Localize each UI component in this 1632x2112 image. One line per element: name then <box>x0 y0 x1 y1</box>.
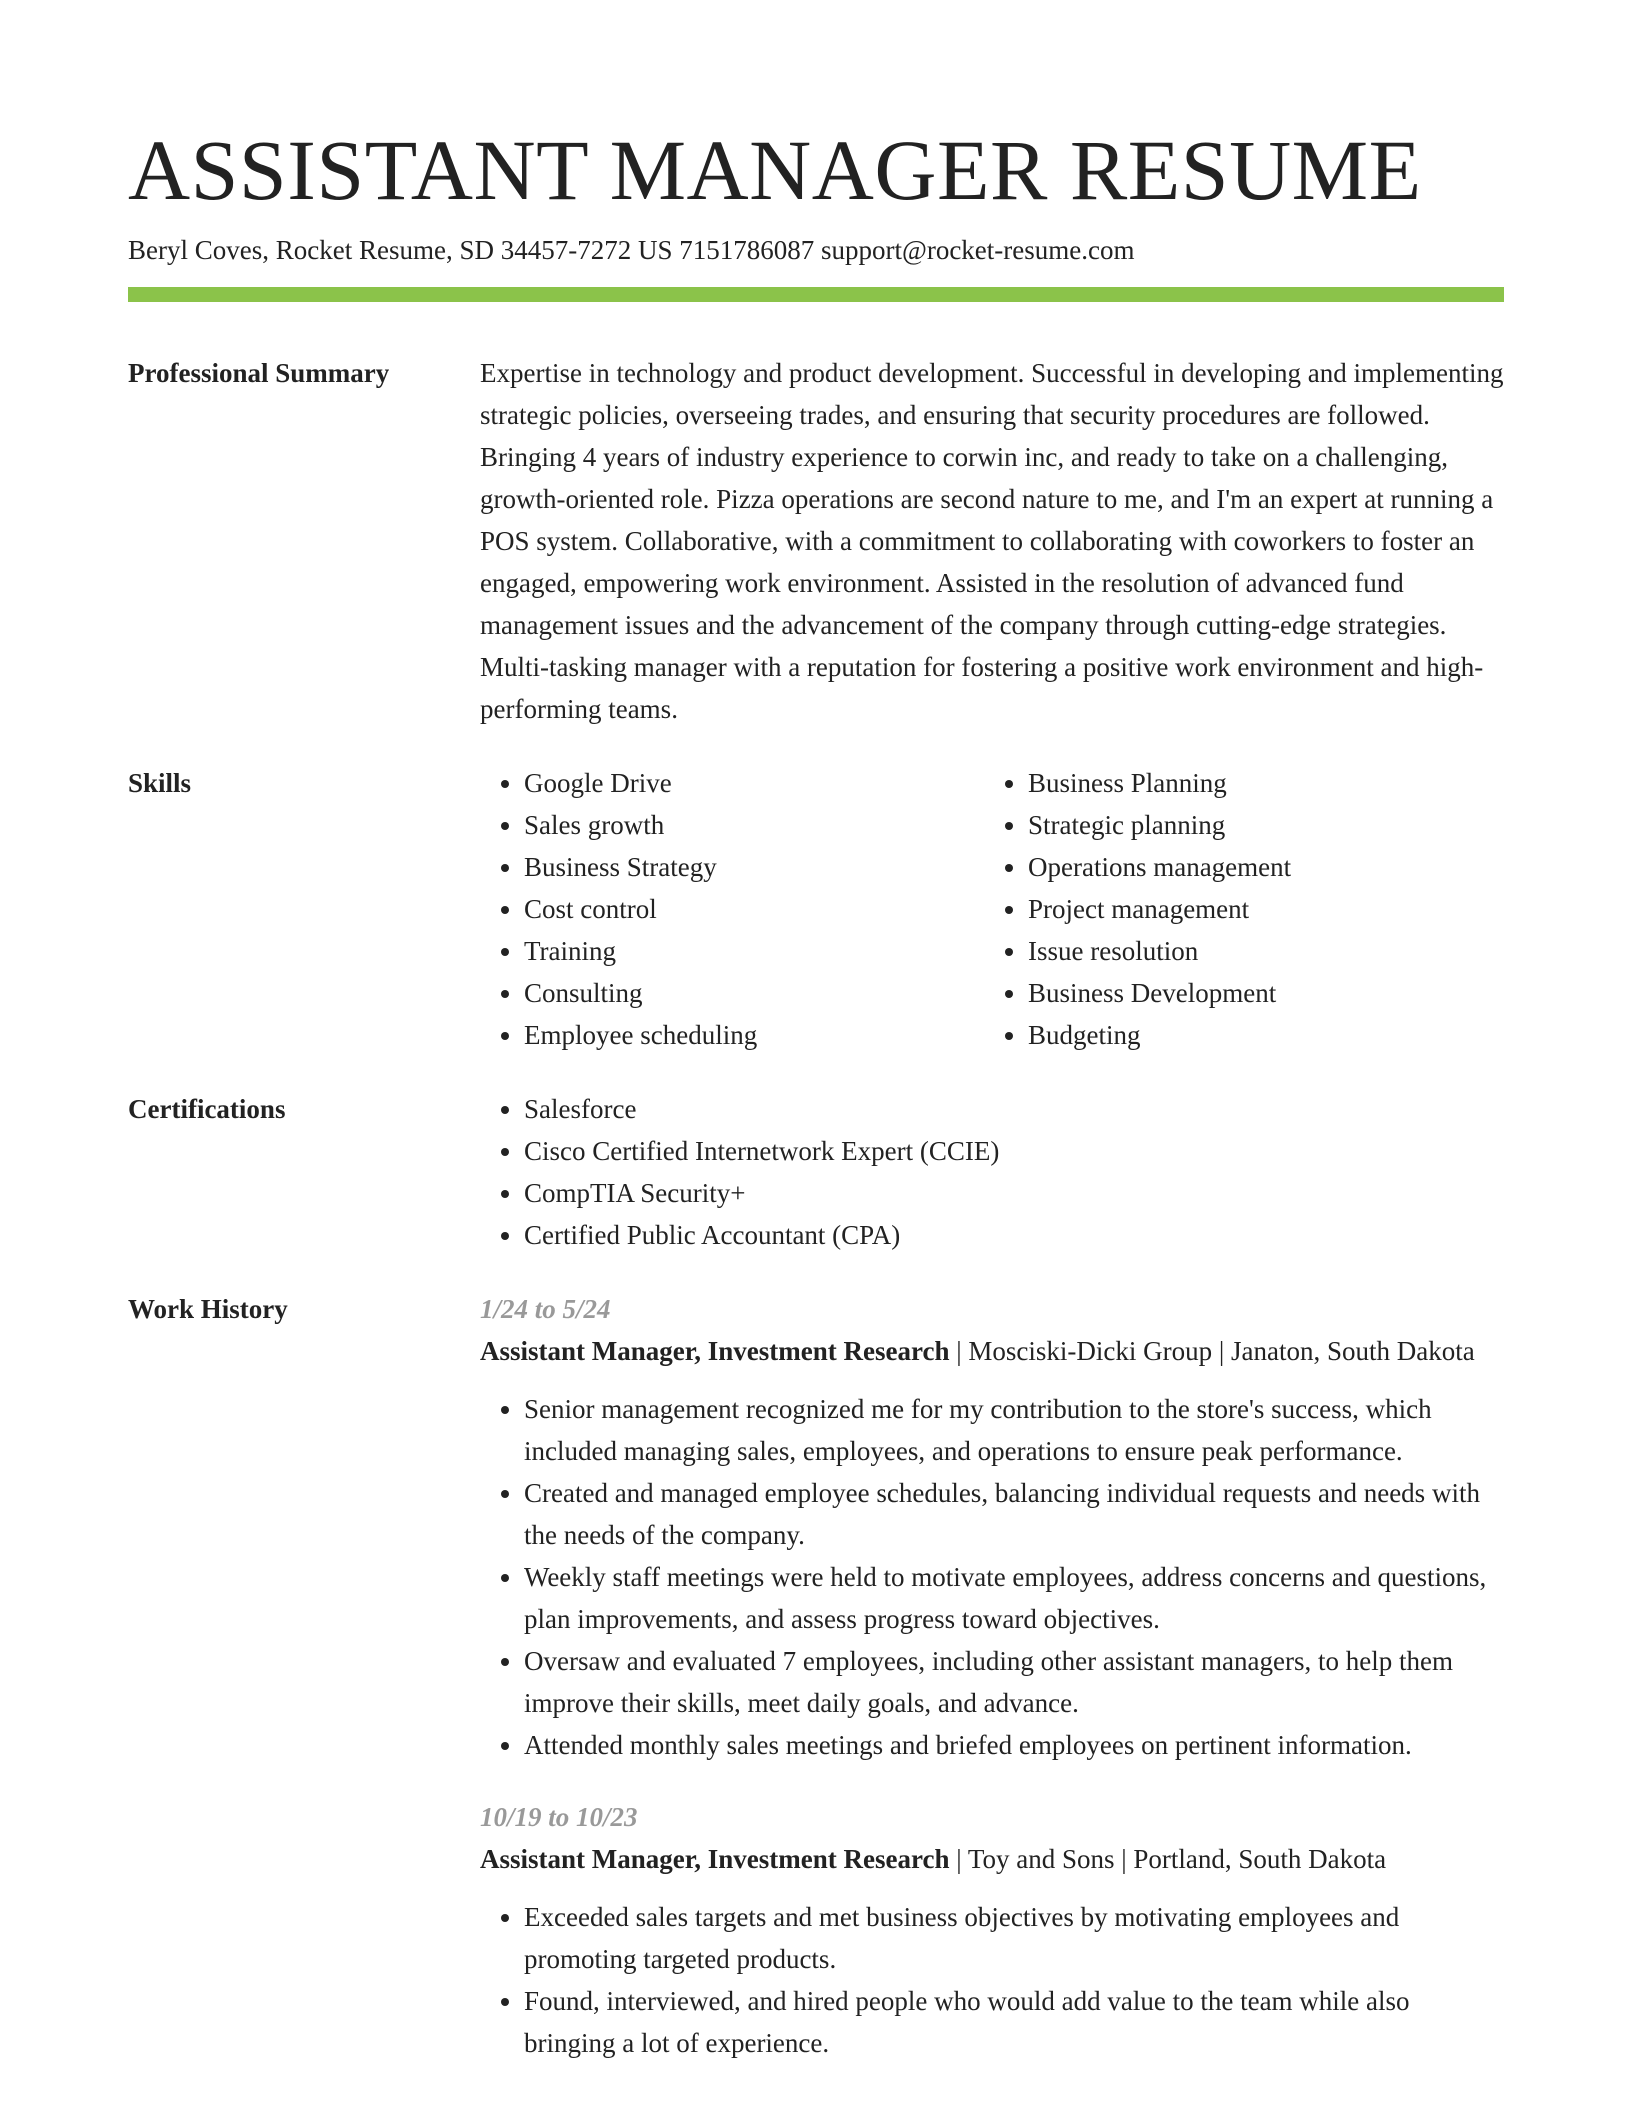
skill-item: • Training <box>524 930 984 972</box>
certifications-list <box>480 1088 1504 1256</box>
skill-item: • Business Planning <box>1028 762 1488 804</box>
skill-item: • Sales growth <box>524 804 984 846</box>
certification-item: • CompTIA Security+ <box>524 1172 1504 1214</box>
certification-item: • Cisco Certified Internetwork Expert (CCIE) <box>524 1130 1504 1172</box>
job-heading <box>480 1330 1504 1372</box>
job-details: | Mosciski-Dicki Group | Janaton, South Dakota <box>949 1336 1475 1366</box>
skill-item: • Business Strategy <box>524 846 984 888</box>
job-bullet: • Senior management recognized me for my contribution to the store's success, which included managing sales, employees, and operations to ensure peak performance. <box>524 1388 1504 1472</box>
job-dates: 1/24 to 5/24 <box>480 1294 611 1324</box>
job-entry <box>480 1796 1504 2064</box>
certifications-body <box>480 1088 1504 1256</box>
job-bullet: • Exceeded sales targets and met business objectives by motivating employees and promoting targeted products. <box>524 1896 1504 1980</box>
skills-list-right <box>984 762 1488 1056</box>
job-bullet: • Attended monthly sales meetings and briefed employees on pertinent information. <box>524 1724 1504 1766</box>
skill-item: • Strategic planning <box>1028 804 1488 846</box>
resume-page <box>128 118 1504 2094</box>
section-label-summary: Professional Summary <box>128 358 390 388</box>
skill-item: • Operations management <box>1028 846 1488 888</box>
skill-item: • Consulting <box>524 972 984 1014</box>
certification-item: • Certified Public Accountant (CPA) <box>524 1214 1504 1256</box>
job-bullet-list <box>480 1388 1504 1766</box>
job-bullet: • Found, interviewed, and hired people who would add value to the team while also bringing a lot of experience. <box>524 1980 1504 2064</box>
skill-item: • Google Drive <box>524 762 984 804</box>
skill-item: • Project management <box>1028 888 1488 930</box>
work-history-body <box>480 1288 1504 2094</box>
summary-text: Expertise in technology and product development. Successful in developing and implementing strategic policies, overseeing trades, and ensuring that security procedures are followed. Bringing 4 years of industry experience to corwin inc, and ready to take on a challenging, growth-oriented role. Pizza operations are second nature to me, and I'm an expert at running a POS system. Collaborative, with a commitment to collaborating with coworkers to foster an engaged, empowering work environment. Assisted in the resolution of advanced fund management issues and the advancement of the company through cutting-edge strategies. Multi-tasking manager with a reputation for fostering a positive work environment and high-performing teams. <box>480 358 1504 724</box>
skill-item: • Employee scheduling <box>524 1014 984 1056</box>
job-bullet-list <box>480 1896 1504 2064</box>
job-bullet: • Oversaw and evaluated 7 employees, including other assistant managers, to help them improve their skills, meet daily goals, and advance. <box>524 1640 1504 1724</box>
job-bullet: • Created and managed employee schedules, balancing individual requests and needs with the needs of the company. <box>524 1472 1504 1556</box>
contact-line: Beryl Coves, Rocket Resume, SD 34457-7272 US 7151786087 support@rocket-resume.com <box>128 235 1135 265</box>
job-heading <box>480 1838 1504 1880</box>
summary-section <box>128 352 1504 730</box>
job-details: | Toy and Sons | Portland, South Dakota <box>949 1844 1387 1874</box>
skill-item: • Business Development <box>1028 972 1488 1014</box>
section-label-skills: Skills <box>128 768 192 798</box>
job-entry <box>480 1288 1504 1766</box>
job-title: Assistant Manager, Investment Research <box>480 1844 950 1874</box>
job-dates: 10/19 to 10/23 <box>480 1802 638 1832</box>
skills-columns <box>480 762 1504 1056</box>
resume-title: ASSISTANT MANAGER RESUME <box>128 122 1422 218</box>
skills-list-left <box>480 762 984 1056</box>
section-label-work-history: Work History <box>128 1294 288 1324</box>
skill-item: • Budgeting <box>1028 1014 1488 1056</box>
skills-section <box>128 762 1504 1056</box>
job-title: Assistant Manager, Investment Research <box>480 1336 950 1366</box>
section-label-certifications: Certifications <box>128 1094 286 1124</box>
skill-item: • Cost control <box>524 888 984 930</box>
certifications-section <box>128 1088 1504 1256</box>
accent-divider <box>128 287 1504 302</box>
work-history-section <box>128 1288 1504 2094</box>
certification-item: • Salesforce <box>524 1088 1504 1130</box>
skill-item: • Issue resolution <box>1028 930 1488 972</box>
job-bullet: • Weekly staff meetings were held to motivate employees, address concerns and questions, plan improvements, and assess progress toward objectives. <box>524 1556 1504 1640</box>
